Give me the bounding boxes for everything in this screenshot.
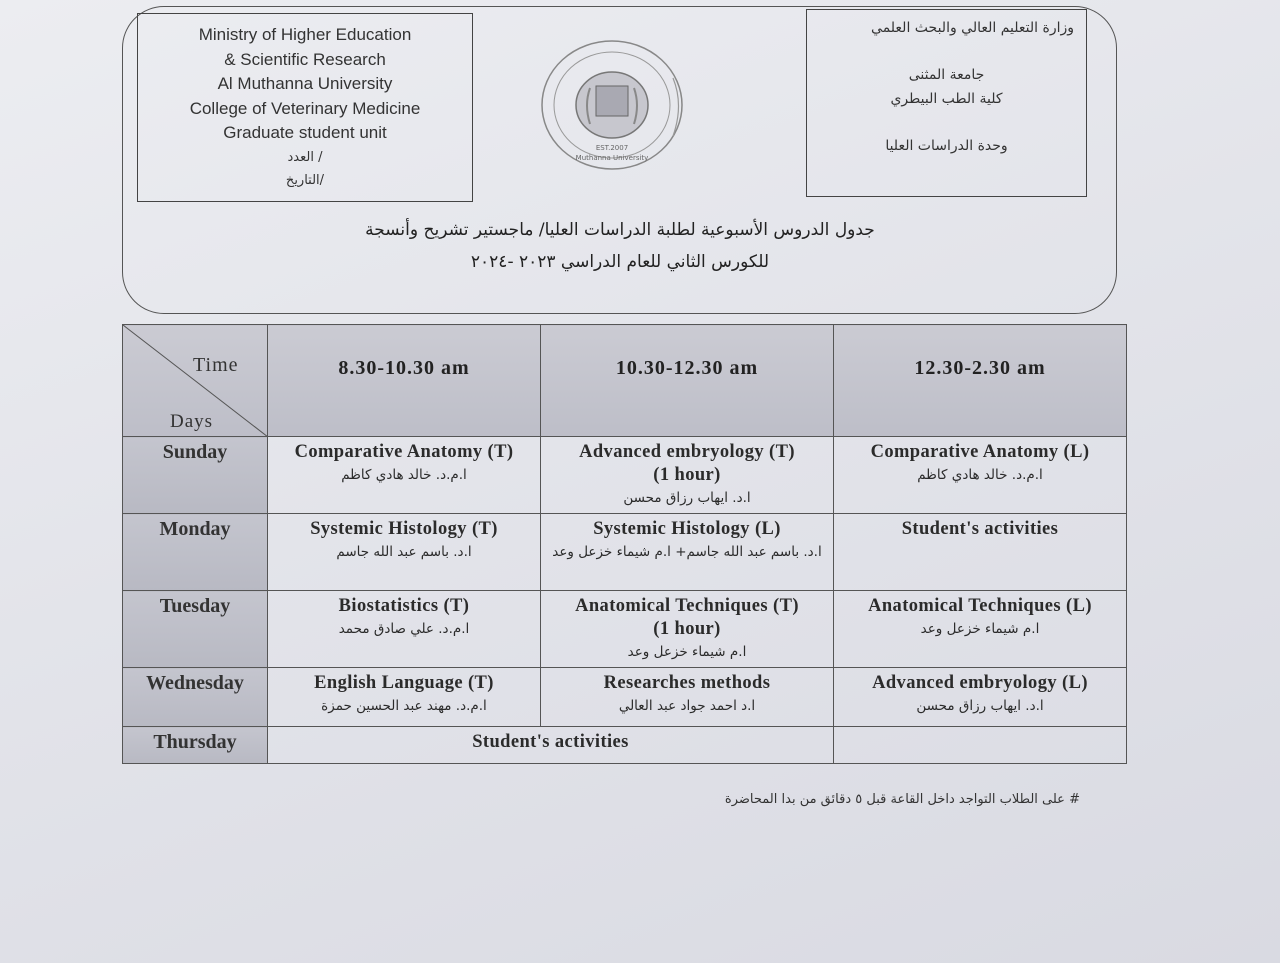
ministry-name-en: Ministry of Higher Education: [198, 25, 412, 44]
time-label: Time: [193, 354, 239, 376]
time-days-corner-cell: [123, 325, 268, 437]
instructor-name: ا.د احمد جواد عبد العالي: [618, 698, 756, 714]
footer-note: [640, 792, 1080, 807]
course-name: Student's activities: [472, 732, 629, 752]
day-cell: Wednesday: [123, 668, 268, 727]
instructor-name: ا.د. ايهاب رزاق محسن: [916, 698, 1044, 714]
class-cell: [834, 668, 1127, 727]
course-name: Advanced embryology (T): [579, 442, 795, 462]
course-name: Anatomical Techniques (T): [575, 596, 799, 616]
logo-university-name: Muthanna University: [575, 154, 649, 162]
course-name: Researches methods: [603, 673, 771, 693]
empty-cell: [834, 727, 1127, 764]
number-label: العدد /: [287, 149, 323, 165]
course-name: Comparative Anatomy (T): [294, 442, 514, 462]
schedule-title: جدول الدروس الأسبوعية لطلبة الدراسات العليا/ ماجستير تشريح وأنسجة: [365, 220, 875, 240]
footer-mark: #: [1069, 792, 1080, 807]
course-name: Student's activities: [901, 519, 1059, 539]
course-duration: (1 hour): [653, 619, 721, 639]
table-row: [123, 727, 1127, 764]
header-arabic-box: [806, 9, 1087, 197]
class-cell: [268, 668, 541, 727]
instructor-name: ا.د. باسم عبد الله جاسم+ ا.م شيماء خزعل وعد: [552, 544, 822, 560]
instructor-name: ا.م.د. خالد هادي كاظم: [341, 467, 467, 483]
day-cell: Sunday: [123, 437, 268, 514]
course-name: Biostatistics (T): [338, 596, 470, 616]
course-duration: (1 hour): [653, 465, 721, 485]
unit-name-en: Graduate student unit: [223, 123, 387, 142]
slot-header: 8.30-10.30 am: [268, 325, 541, 437]
slot-header: 10.30-12.30 am: [541, 325, 834, 437]
class-cell: [541, 591, 834, 668]
instructor-name: ا.د. باسم عبد الله جاسم: [336, 544, 472, 560]
class-cell: [541, 668, 834, 727]
instructor-name: ا.م.د. علي صادق محمد: [338, 621, 470, 637]
class-cell: [834, 437, 1127, 514]
course-name: Advanced embryology (L): [872, 673, 1088, 693]
course-name: English Language (T): [314, 673, 494, 693]
header-english-box: [137, 13, 473, 202]
class-cell: [268, 591, 541, 668]
day-cell: Monday: [123, 514, 268, 591]
table-row: [123, 514, 1127, 591]
class-cell-merged: [268, 727, 834, 764]
class-cell: [541, 437, 834, 514]
weekly-schedule-table: [122, 324, 1127, 764]
footer-note-text: على الطلاب التواجد داخل القاعة قبل ٥ دقائق من بدا المحاضرة: [724, 792, 1065, 807]
day-cell: Thursday: [123, 727, 268, 764]
ministry-name-ar: وزارة التعليم العالي والبحث العلمي: [871, 20, 1074, 36]
logo-year: EST.2007: [595, 144, 629, 152]
table-header-row: [123, 325, 1127, 437]
table-row: [123, 668, 1127, 727]
class-cell: [834, 514, 1127, 591]
university-seal-logo: [538, 38, 686, 172]
course-name: Systemic Histology (T): [310, 519, 498, 539]
instructor-name: ا.م شيماء خزعل وعد: [920, 621, 1040, 637]
ministry-subtitle-en: & Scientific Research: [224, 49, 386, 69]
instructor-name: ا.د. ايهاب رزاق محسن: [623, 490, 751, 506]
course-name: Comparative Anatomy (L): [870, 442, 1090, 462]
college-name-en: College of Veterinary Medicine: [189, 98, 421, 118]
college-name-ar: كلية الطب البيطري: [890, 91, 1003, 107]
course-name: Systemic Histology (L): [593, 519, 781, 539]
class-cell: [268, 437, 541, 514]
day-cell: Tuesday: [123, 591, 268, 668]
class-cell: [268, 514, 541, 591]
slot-header: 12.30-2.30 am: [834, 325, 1127, 437]
class-cell: [541, 514, 834, 591]
course-name: Anatomical Techniques (L): [868, 596, 1092, 616]
class-cell: [834, 591, 1127, 668]
instructor-name: ا.م.د. خالد هادي كاظم: [917, 467, 1043, 483]
table-row: [123, 591, 1127, 668]
days-label: Days: [170, 411, 214, 432]
table-row: [123, 437, 1127, 514]
instructor-name: ا.م.د. مهند عبد الحسين حمزة: [321, 698, 487, 714]
university-name-en: Al Muthanna University: [217, 74, 393, 93]
schedule-subtitle: للكورس الثاني للعام الدراسي ٢٠٢٣ -٢٠٢٤: [470, 252, 770, 272]
university-name-ar: جامعة المثنى: [908, 67, 985, 83]
date-label: التاريخ/: [285, 172, 325, 188]
instructor-name: ا.م شيماء خزعل وعد: [627, 644, 747, 660]
unit-name-ar: وحدة الدراسات العليا: [885, 138, 1008, 154]
